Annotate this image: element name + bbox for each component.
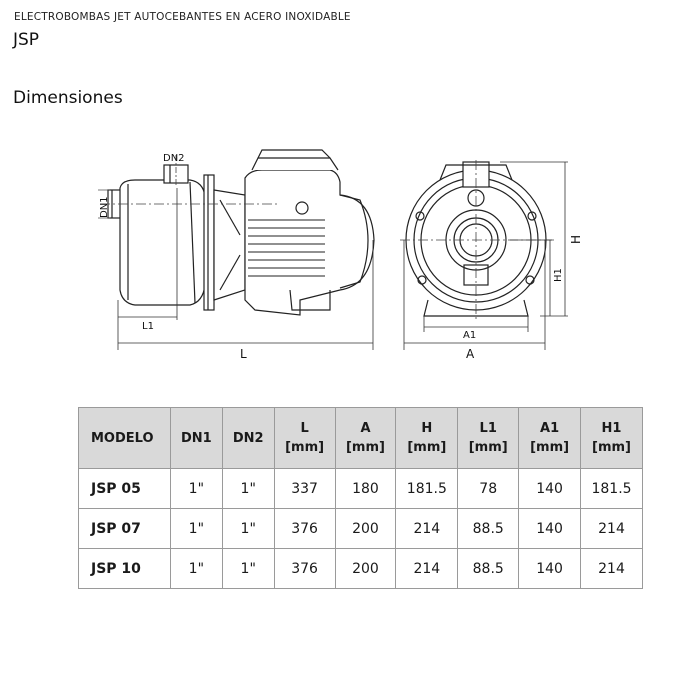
label-dn1: DN1 [99, 196, 110, 218]
cell-dn1: 1" [170, 549, 222, 589]
cell-dn2: 1" [222, 509, 274, 549]
cell-h: 214 [396, 509, 458, 549]
table-row [79, 509, 643, 549]
cell-l1: 88.5 [458, 509, 519, 549]
cell-h1: 214 [581, 509, 643, 549]
dimensions-table [78, 407, 643, 589]
cell-h: 214 [396, 549, 458, 589]
dimension-drawing [0, 140, 700, 370]
label-l1: L1 [142, 321, 154, 332]
cell-model: JSP 07 [79, 509, 171, 549]
col-header-l: L [mm] [274, 408, 335, 469]
cell-a: 200 [335, 509, 396, 549]
col-header-a: A [mm] [335, 408, 396, 469]
cell-a1: 140 [519, 469, 581, 509]
table-row [79, 469, 643, 509]
document-title: JSP [13, 30, 40, 50]
cell-a: 200 [335, 549, 396, 589]
cell-a: 180 [335, 469, 396, 509]
label-dn2: DN2 [163, 153, 185, 164]
cell-dn2: 1" [222, 549, 274, 589]
col-header-a1: A1 [mm] [519, 408, 581, 469]
table-row [79, 549, 643, 589]
cell-a1: 140 [519, 509, 581, 549]
cell-h: 181.5 [396, 469, 458, 509]
pump-side-view [108, 150, 374, 315]
cell-l: 376 [274, 509, 335, 549]
cell-dn1: 1" [170, 469, 222, 509]
label-a: A [466, 347, 475, 361]
document-subtitle: ELECTROBOMBAS JET AUTOCEBANTES EN ACERO INOXIDABLE [14, 11, 351, 23]
label-h: H [569, 234, 583, 244]
cell-model: JSP 05 [79, 469, 171, 509]
cell-model: JSP 10 [79, 549, 171, 589]
col-header-modelo: MODELO [79, 408, 171, 469]
cell-l1: 88.5 [458, 549, 519, 589]
cell-dn2: 1" [222, 469, 274, 509]
col-header-h1: H1 [mm] [581, 408, 643, 469]
col-header-dn1: DN1 [170, 408, 222, 469]
section-heading: Dimensiones [13, 88, 123, 108]
col-header-h: H [mm] [396, 408, 458, 469]
label-a1: A1 [463, 330, 477, 341]
col-header-dn2: DN2 [222, 408, 274, 469]
cell-dn1: 1" [170, 509, 222, 549]
cell-h1: 181.5 [581, 469, 643, 509]
cell-l1: 78 [458, 469, 519, 509]
label-h1: H1 [553, 268, 564, 282]
label-l: L [240, 347, 247, 361]
table-header-row [79, 408, 643, 469]
col-header-l1: L1 [mm] [458, 408, 519, 469]
cell-l: 337 [274, 469, 335, 509]
cell-l: 376 [274, 549, 335, 589]
cell-a1: 140 [519, 549, 581, 589]
cell-h1: 214 [581, 549, 643, 589]
